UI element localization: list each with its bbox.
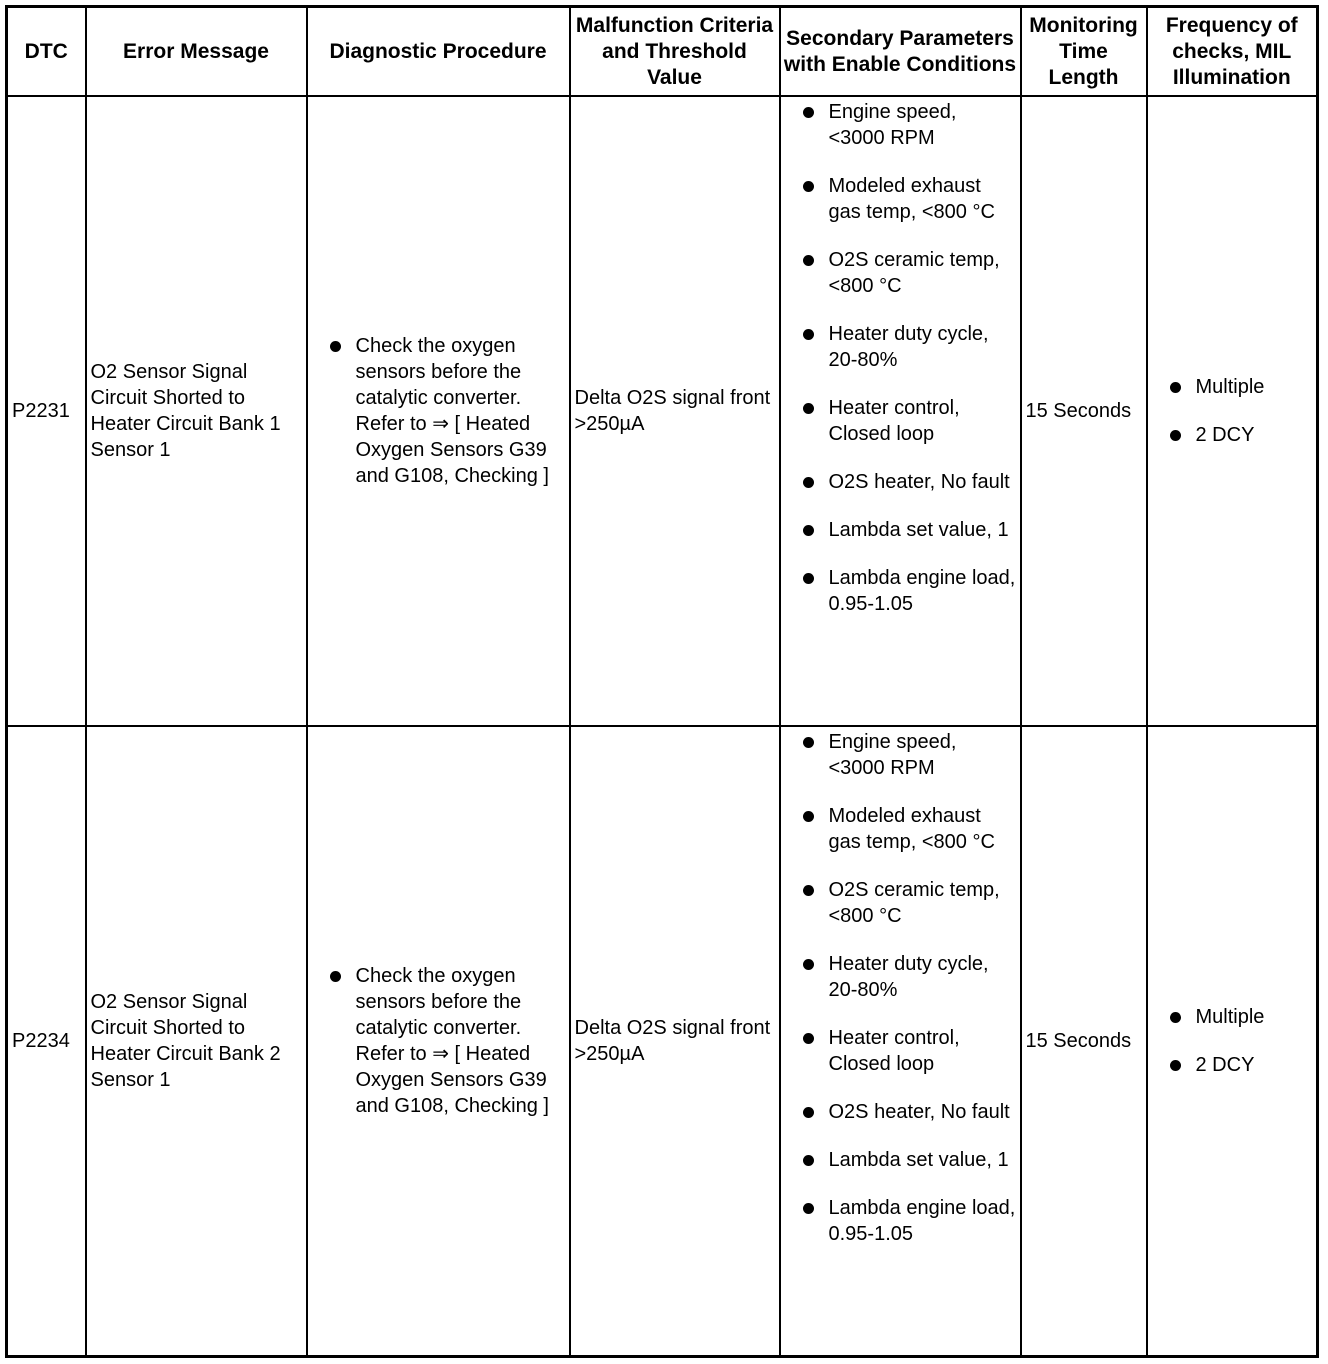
monitoring-time: 15 Seconds xyxy=(1021,726,1147,1357)
procedure-list xyxy=(328,333,565,489)
bullet-icon xyxy=(803,181,814,192)
frequency-list xyxy=(1168,374,1317,448)
header-monitoring-time: Monitoring Time Length xyxy=(1021,7,1147,97)
secondary-text: Heater duty cycle, 20-80% xyxy=(828,323,989,371)
malfunction-criteria: Delta O2S signal front >250µA xyxy=(570,726,780,1357)
list-item xyxy=(801,395,1018,447)
header-malfunction-criteria: Malfunction Criteria and Threshold Value xyxy=(570,7,780,97)
bullet-icon xyxy=(1170,430,1181,441)
list-item xyxy=(801,951,1018,1003)
secondary-list xyxy=(801,99,1018,617)
secondary-text: Engine speed, <3000 RPM xyxy=(828,101,957,149)
list-item xyxy=(801,247,1018,299)
list-item xyxy=(1168,1052,1317,1078)
list-item xyxy=(801,321,1018,373)
header-secondary-parameters: Secondary Parameters with Enable Conditions xyxy=(780,7,1021,97)
secondary-text: O2S heater, No fault xyxy=(828,471,1010,493)
frequency-text: 2 DCY xyxy=(1195,424,1255,446)
list-item xyxy=(801,1025,1018,1077)
diagnostic-procedure-cell xyxy=(307,726,570,1357)
secondary-text: Heater control, Closed loop xyxy=(828,397,960,445)
secondary-text: Lambda set value, 1 xyxy=(828,519,1009,541)
diagnostic-procedure-cell xyxy=(307,96,570,726)
list-item xyxy=(801,1195,1018,1247)
bullet-icon xyxy=(803,885,814,896)
list-item xyxy=(801,1099,1018,1125)
bullet-icon xyxy=(1170,1012,1181,1023)
bullet-icon xyxy=(1170,1060,1181,1071)
dtc-code: P2234 xyxy=(7,726,86,1357)
secondary-text: Modeled exhaust gas temp, <800 °C xyxy=(828,805,995,853)
bullet-icon xyxy=(803,1203,814,1214)
secondary-list xyxy=(801,729,1018,1247)
list-item xyxy=(801,803,1018,855)
bullet-icon xyxy=(803,255,814,266)
list-item xyxy=(328,333,565,489)
secondary-text: Lambda set value, 1 xyxy=(828,1149,1009,1171)
list-item xyxy=(328,963,565,1119)
bullet-icon xyxy=(803,737,814,748)
bullet-icon xyxy=(803,525,814,536)
list-item xyxy=(1168,374,1317,400)
secondary-text: Engine speed, <3000 RPM xyxy=(828,731,957,779)
secondary-text: Heater duty cycle, 20-80% xyxy=(828,953,989,1001)
procedure-text: Check the oxygen sensors before the catalytic converter. Refer to ⇒ [ Heated Oxygen Sensors G39 and G108, Checking ] xyxy=(355,335,549,487)
dtc-table xyxy=(5,5,1319,1358)
procedure-list xyxy=(328,963,565,1119)
secondary-text: O2S ceramic temp, <800 °C xyxy=(828,249,1000,297)
list-item xyxy=(801,1147,1018,1173)
header-diagnostic-procedure: Diagnostic Procedure xyxy=(307,7,570,97)
bullet-icon xyxy=(330,971,341,982)
header-frequency: Frequency of checks, MIL Illumination xyxy=(1147,7,1318,97)
bullet-icon xyxy=(1170,382,1181,393)
malfunction-criteria: Delta O2S signal front >250µA xyxy=(570,96,780,726)
secondary-text: Lambda engine load, 0.95-1.05 xyxy=(828,567,1016,615)
list-item xyxy=(801,565,1018,617)
bullet-icon xyxy=(803,573,814,584)
list-item xyxy=(801,173,1018,225)
error-message: O2 Sensor Signal Circuit Shorted to Heater Circuit Bank 2 Sensor 1 xyxy=(86,726,307,1357)
list-item xyxy=(1168,1004,1317,1030)
list-item xyxy=(801,469,1018,495)
list-item xyxy=(1168,422,1317,448)
procedure-text: Check the oxygen sensors before the catalytic converter. Refer to ⇒ [ Heated Oxygen Sensors G39 and G108, Checking ] xyxy=(355,965,549,1117)
bullet-icon xyxy=(803,811,814,822)
secondary-parameters-cell xyxy=(780,726,1021,1357)
frequency-text: Multiple xyxy=(1195,376,1265,398)
table-row xyxy=(7,726,1318,1357)
bullet-icon xyxy=(330,341,341,352)
bullet-icon xyxy=(803,329,814,340)
bullet-icon xyxy=(803,959,814,970)
header-row xyxy=(7,7,1318,97)
secondary-text: O2S ceramic temp, <800 °C xyxy=(828,879,1000,927)
list-item xyxy=(801,99,1018,151)
list-item xyxy=(801,729,1018,781)
bullet-icon xyxy=(803,403,814,414)
dtc-code: P2231 xyxy=(7,96,86,726)
secondary-text: Heater control, Closed loop xyxy=(828,1027,960,1075)
frequency-cell xyxy=(1147,96,1318,726)
bullet-icon xyxy=(803,1107,814,1118)
list-item xyxy=(801,517,1018,543)
table-row xyxy=(7,96,1318,726)
secondary-text: Lambda engine load, 0.95-1.05 xyxy=(828,1197,1016,1245)
bullet-icon xyxy=(803,1155,814,1166)
secondary-text: Modeled exhaust gas temp, <800 °C xyxy=(828,175,995,223)
frequency-text: 2 DCY xyxy=(1195,1054,1255,1076)
header-error-message: Error Message xyxy=(86,7,307,97)
monitoring-time: 15 Seconds xyxy=(1021,96,1147,726)
bullet-icon xyxy=(803,107,814,118)
secondary-text: O2S heater, No fault xyxy=(828,1101,1010,1123)
list-item xyxy=(801,877,1018,929)
frequency-list xyxy=(1168,1004,1317,1078)
error-message: O2 Sensor Signal Circuit Shorted to Heater Circuit Bank 1 Sensor 1 xyxy=(86,96,307,726)
secondary-parameters-cell xyxy=(780,96,1021,726)
frequency-text: Multiple xyxy=(1195,1006,1265,1028)
frequency-cell xyxy=(1147,726,1318,1357)
bullet-icon xyxy=(803,1033,814,1044)
bullet-icon xyxy=(803,477,814,488)
header-dtc: DTC xyxy=(7,7,86,97)
